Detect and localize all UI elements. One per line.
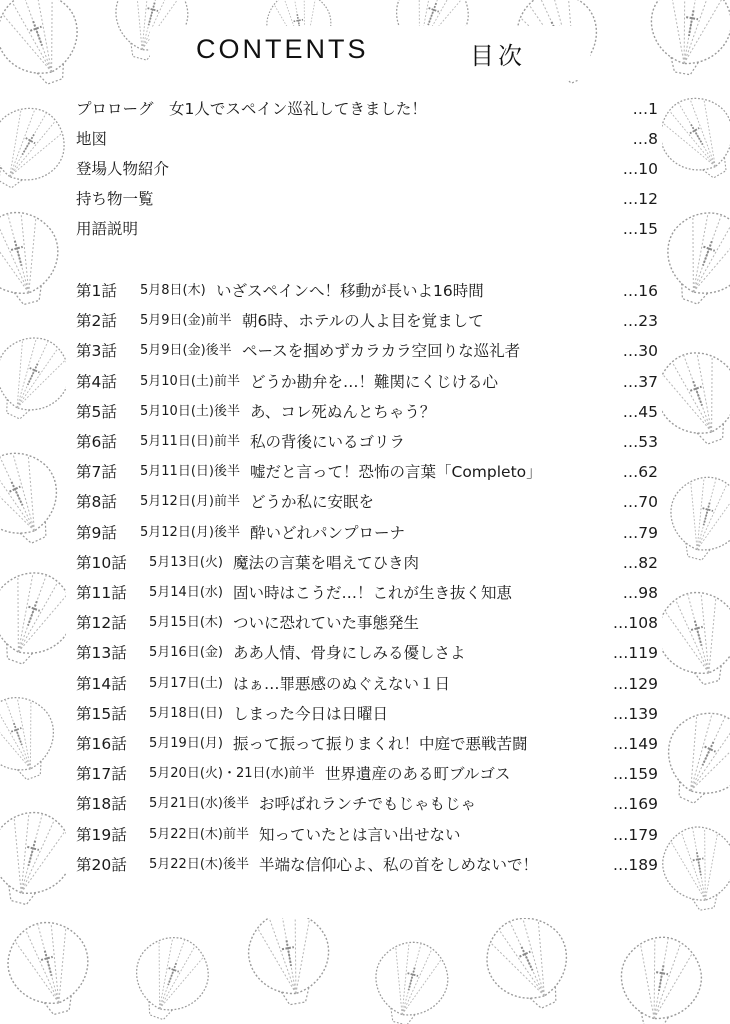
chapter-number: 第16話 (76, 735, 127, 753)
chapter-title: あ、コレ死ぬんとちゃう？ (250, 403, 436, 421)
chapter-row[interactable] (76, 401, 658, 423)
chapter-number: 第7話 (76, 463, 117, 481)
chapter-row[interactable] (76, 854, 658, 876)
chapter-row[interactable] (76, 461, 658, 483)
toc-page-number: …16 (622, 282, 658, 300)
chapter-title: どうか勘弁を…！難関にくじける心 (250, 373, 499, 391)
toc-page-number: …70 (622, 493, 658, 511)
chapter-title: はぁ…罪悪感のぬぐえない１日 (233, 675, 451, 693)
chapter-title: 振って振って振りまくれ！中庭で悪戦苦闘 (233, 735, 528, 753)
chapter-number: 第8話 (76, 493, 117, 511)
chapter-number: 第10話 (76, 554, 127, 572)
chapter-row[interactable] (76, 522, 658, 544)
chapter-row[interactable] (76, 552, 658, 574)
chapter-title: 固い時はこうだ…！これが生き抜く知恵 (233, 584, 513, 602)
chapter-number: 第15話 (76, 705, 127, 723)
chapter-date: 5月13日(火) (149, 555, 223, 570)
chapter-number: 第11話 (76, 584, 127, 602)
chapter-number: 第6話 (76, 433, 117, 451)
chapter-date: 5月15日(木) (149, 615, 223, 630)
chapter-number: 第20話 (76, 856, 127, 874)
chapter-date: 5月14日(水) (149, 585, 223, 600)
chapter-title: 半端な信仰心よ、私の首をしめないで！ (259, 856, 539, 874)
toc-page-number: …98 (622, 584, 658, 602)
toc-page-number: …15 (622, 220, 658, 238)
chapter-number: 第18話 (76, 795, 127, 813)
chapter-title: 酔いどれパンプローナ (250, 524, 406, 542)
chapter-title: 朝6時、ホテルの人よ目を覚まして (242, 312, 484, 330)
chapter-row[interactable] (76, 582, 658, 604)
chapter-title: どうか私に安眠を (250, 493, 375, 511)
chapter-title: しまった今日は日曜日 (233, 705, 389, 723)
chapter-title: ペースを掴めずカラカラ空回りな巡礼者 (242, 342, 521, 360)
front-matter-item[interactable] (76, 158, 658, 180)
toc-title: 持ち物一覧 (76, 190, 154, 208)
front-matter-item[interactable] (76, 218, 658, 240)
chapter-title: ついに恐れていた事態発生 (233, 614, 420, 632)
page-title-ja: 目次 (470, 42, 526, 70)
toc-page-number: …129 (612, 675, 658, 693)
chapter-row[interactable] (76, 431, 658, 453)
toc-page-number: …62 (622, 463, 658, 481)
chapter-date: 5月10日(土)後半 (140, 404, 240, 419)
chapter-date: 5月10日(土)前半 (140, 374, 240, 389)
chapter-title: お呼ばれランチでもじゃもじゃ (259, 795, 477, 813)
chapter-date: 5月21日(水)後半 (149, 796, 249, 811)
chapter-date: 5月11日(日)後半 (140, 464, 240, 479)
chapter-title: 世界遺産のある町ブルゴス (325, 765, 511, 783)
toc-page-number: …1 (632, 100, 658, 118)
chapter-date: 5月9日(金)前半 (140, 313, 232, 328)
toc-page-number: …12 (622, 190, 658, 208)
chapter-date: 5月11日(日)前半 (140, 434, 240, 449)
chapter-row[interactable] (76, 733, 658, 755)
chapter-number: 第1話 (76, 282, 117, 300)
chapter-number: 第19話 (76, 826, 127, 844)
chapter-row[interactable] (76, 371, 658, 393)
chapter-number: 第5話 (76, 403, 117, 421)
front-matter-item[interactable] (76, 128, 658, 150)
chapter-title: 魔法の言葉を唱えてひき肉 (233, 554, 420, 572)
chapter-number: 第9話 (76, 524, 117, 542)
chapter-row[interactable] (76, 763, 658, 785)
chapter-row[interactable] (76, 673, 658, 695)
toc-page-number: …108 (612, 614, 658, 632)
front-matter-item[interactable] (76, 188, 658, 210)
toc-page-number: …169 (612, 795, 658, 813)
chapter-date: 5月12日(月)後半 (140, 525, 240, 540)
page-title-en: CONTENTS (196, 34, 369, 64)
toc-page-number: …8 (632, 130, 658, 148)
chapter-row[interactable] (76, 340, 658, 362)
toc-title: 地図 (76, 130, 108, 148)
chapter-title: いざスペインへ！移動が長いよ16時間 (216, 282, 484, 300)
chapter-title: 知っていたとは言い出せない (259, 826, 461, 844)
chapter-date: 5月16日(金) (149, 645, 223, 660)
chapter-date: 5月9日(金)後半 (140, 343, 232, 358)
chapter-row[interactable] (76, 280, 658, 302)
chapter-date: 5月8日(木) (140, 283, 206, 298)
toc-page-number: …37 (622, 373, 658, 391)
chapter-row[interactable] (76, 612, 658, 634)
chapter-row[interactable] (76, 310, 658, 332)
chapter-date: 5月22日(木)前半 (149, 827, 249, 842)
chapter-number: 第12話 (76, 614, 127, 632)
chapter-date: 5月22日(木)後半 (149, 857, 249, 872)
toc-page-number: …139 (612, 705, 658, 723)
toc-title: 登場人物紹介 (76, 160, 170, 178)
chapter-number: 第2話 (76, 312, 117, 330)
toc-page-number: …119 (612, 644, 658, 662)
chapter-title: 私の背後にいるゴリラ (250, 433, 406, 451)
chapter-date: 5月18日(日) (149, 706, 223, 721)
toc-page-number: …189 (612, 856, 658, 874)
toc-page-number: …159 (612, 765, 658, 783)
chapter-row[interactable] (76, 703, 658, 725)
chapter-title: ああ人情、骨身にしみる優しさよ (233, 644, 466, 662)
toc-page-number: …149 (612, 735, 658, 753)
chapter-date: 5月19日(月) (149, 736, 223, 751)
toc-page-number: …79 (622, 524, 658, 542)
toc-page-number: …10 (622, 160, 658, 178)
chapter-date: 5月20日(火)・21日(水)前半 (149, 766, 315, 781)
chapter-row[interactable] (76, 824, 658, 846)
toc-page-number: …30 (622, 342, 658, 360)
chapter-title: 嘘だと言って！恐怖の言葉「Completo」 (250, 463, 542, 481)
front-matter-item[interactable] (76, 98, 658, 120)
chapter-number: 第14話 (76, 675, 127, 693)
toc-page-number: …179 (612, 826, 658, 844)
chapter-date: 5月12日(月)前半 (140, 494, 240, 509)
toc-page-number: …82 (622, 554, 658, 572)
chapter-row[interactable] (76, 491, 658, 513)
toc-title: プロローグ 女1人でスペイン巡礼してきました！ (76, 100, 427, 118)
toc-title: 用語説明 (76, 220, 139, 238)
chapter-row[interactable] (76, 793, 658, 815)
chapter-date: 5月17日(土) (149, 676, 223, 691)
chapter-row[interactable] (76, 642, 658, 664)
toc-page-number: …23 (622, 312, 658, 330)
toc-page-number: …45 (622, 403, 658, 421)
chapter-number: 第3話 (76, 342, 117, 360)
chapter-number: 第4話 (76, 373, 117, 391)
toc-page-number: …53 (622, 433, 658, 451)
chapter-number: 第17話 (76, 765, 127, 783)
chapter-number: 第13話 (76, 644, 127, 662)
